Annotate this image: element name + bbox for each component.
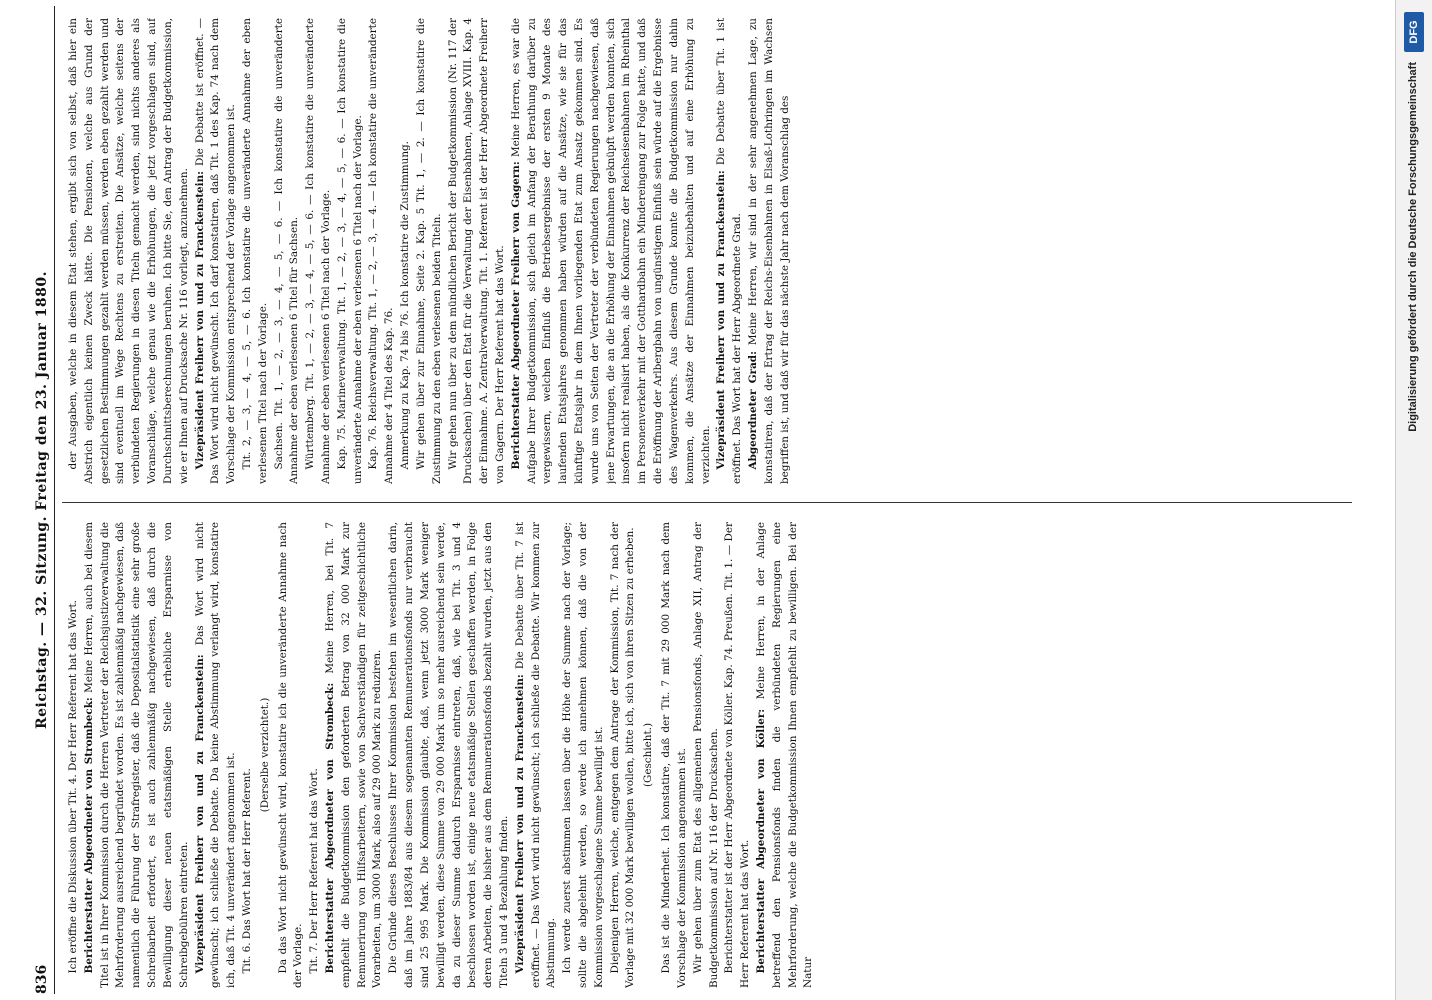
paragraph xyxy=(398,18,414,484)
paragraph-text: Wir gehen nun über zu dem mündlichen Bericht der Budgetkommission (Nr. 117 der Drucksachen) über den Etat für die Verwaltung der Eisenbahnen, Anlage XVIII. Kap. 4 der Einnahme. A. Zentralverwaltung. Tit. 1. Referent ist der Herr Abgeordnete Freiherr von Gagern. Der Herr Referent hat das Wort. xyxy=(446,18,506,484)
paragraph-text: Kap. 75. Marineverwaltung. Tit. 1, — 2, — 3, — 4, — 5, — 6. — Ich konstatire die unveränderte Annahme der eben verlesenen 6 Titel nach der Vorlage. xyxy=(335,18,364,484)
speaker-name: Abgeordneter Grad: xyxy=(746,351,759,470)
speaker-name: Berichterstatter Abgeordneter von Köller: xyxy=(754,708,767,974)
speaker-name: Berichterstatter Abgeordneter Freiherr von Gagern: xyxy=(509,161,522,470)
paragraph xyxy=(714,18,746,484)
paragraph-text: Meine Herren, wir sind in der sehr angenehmen Lage, zu konstatiren, daß der Ertrag der Reichs-Eisenbahnen in Elsaß-Lothringen im Wachsen begriffen ist, und daß wir für das nächste Jahr nach dem Voranschlag des xyxy=(746,18,791,484)
paragraph xyxy=(82,522,193,988)
text-column-left xyxy=(66,522,1351,988)
paragraph xyxy=(335,18,367,484)
paragraph xyxy=(276,522,308,988)
paragraph xyxy=(691,522,723,988)
paragraph xyxy=(240,522,256,988)
paragraph xyxy=(386,522,513,988)
paragraph xyxy=(272,18,304,484)
paragraph-text: Da das Wort nicht gewünscht wird, konstatire ich die unveränderte Annahme nach der Vorlage. xyxy=(276,522,305,988)
paragraph xyxy=(608,522,640,988)
speaker-name: Vizepräsident Freiherr von und zu Franckenstein: xyxy=(193,171,206,470)
paragraph-text: Tit. 2, — 3, — 4, — 5, — 6. Ich konstatire die unveränderte Annahme der eben verlesenen Titel nach der Vorlage. xyxy=(240,18,269,484)
paragraph xyxy=(754,522,817,988)
paragraph-text: Die Gründe dieses Beschlusses Ihrer Kommission bestehen im wesentlichen darin, daß im Jahre 1883/84 aus diesem sogenannten Remunerationsfonds nur verbraucht sind 25 995 Mark. Die Kommission glaubte, daß, wenn jetzt 3000 Mark weniger bewilligt werden, diese Summe von 29 000 Mark um so mehr ausreichend sein werde, da zu dieser Summe dadurch Ersparnisse eintreten, daß, wie bei Tit. 3 und 4 beschlossen worden ist, einige neue etatsmäßige Stellen geschaffen werden, in Folge deren Arbeiten, die bisher aus dem Remunerationsfonds bezahlt wurden, jetzt aus den Titeln 3 und 4 Bezahlung finden. xyxy=(387,522,510,988)
paragraph xyxy=(722,522,754,988)
running-title: Reichstag. — 32. Sitzung. Freitag den 23. Januar 1880. xyxy=(34,270,50,730)
paragraph xyxy=(366,18,398,484)
speaker-name: Berichterstatter Abgeordneter von Strombeck: xyxy=(324,682,336,974)
page-number: 836 xyxy=(34,964,50,994)
paragraph-text: Diejenigen Herren, welche, entgegen dem Antrage der Kommission, Tit. 7 nach der Vorlage mit 32 000 Mark bewilligen wollen, bitte ich, sich von ihren Sitzen zu erheben. xyxy=(608,522,637,988)
speaker-name: Berichterstatter Abgeordneter von Strombeck: xyxy=(82,697,95,974)
paragraph-text: Ich eröffne die Diskussion über Tit. 4. Der Herr Referent hat das Wort. xyxy=(67,600,79,974)
paragraph xyxy=(258,522,274,988)
paragraph-text: Kap. 76. Reichsverwaltung. Tit. 1, — 2, — 3, — 4. — Ich konstatire die unveränderte Annahme der 4 Titel des Kap. 76. xyxy=(367,18,396,484)
paragraph-text: Tit. 7. Der Herr Referent hat das Wort. xyxy=(308,768,321,974)
column-divider xyxy=(62,502,1352,503)
speaker-name: Vizepräsident Freiherr von und zu Franckenstein: xyxy=(513,674,526,974)
paragraph xyxy=(659,522,691,988)
paragraph-text: Meine Herren, bei Tit. 7 empfiehlt die Budgetkommission den geforderten Betrag von 32 000 Mark zur Remunerirung von Hilfsarbeitern, sowie von Sachverständigen für zeitgeschichtliche Vorarbeiten, um 3000 Mark, also auf 29 000 Mark zu reduziren. xyxy=(324,522,384,988)
paragraph xyxy=(193,522,240,988)
paragraph-text: Berichterstatter ist der Herr Abgeordnete von Köller. Kap. 74. Preußen. Tit. 1. — Der Herr Referent hat das Wort. xyxy=(723,522,752,988)
paragraph-text: Meine Herren, in der Anlage betreffend den Pensionsfonds finden die verbündeten Regierungen eine Mehrforderung, welche die Budgetkommission Ihnen empfiehlt zu bewilligen. Bei der Natur xyxy=(754,522,815,988)
paragraph xyxy=(746,18,793,484)
paragraph-text: Die Debatte ist eröffnet. — Das Wort wird nicht gewünscht. Ich darf konstatiren, daß Tit. 1 des Kap. 74 nach dem Vorschlage der Kommission entsprechend der Vorlage angenommen ist. xyxy=(193,18,238,484)
paragraph xyxy=(513,522,560,988)
paragraph-text: der Ausgaben, welche in diesem Etat stehen, ergibt sich von selbst, daß hier ein Abstrich eigentlich keinen Zweck hätte. Die Pensionen, welche aus Grund der gesetzlichen Bestimmungen gezahlt werden müssen, werden eben gezahlt werden und sind eventuell im Wege Rechtens zu erstreiten. Die Ansätze, welche seitens der verbündeten Regierungen in diesen Titeln gemacht werden, sind nichts anderes als Voranschläge, welche genau wie die Erhöhungen, die jetzt vorgeschlagen sind, auf Durchschnittsberechnungen beruhen. Ich bitte Sie, den Antrag der Budgetkommission, wie er Ihnen auf Drucksache Nr. 116 vorliegt, anzunehmen. xyxy=(67,18,190,484)
paragraph-text: (Geschieht.) xyxy=(642,722,655,788)
paragraph xyxy=(446,18,509,484)
text-column-right xyxy=(66,18,1351,484)
paragraph xyxy=(193,18,240,484)
paragraph-text: Sachsen. Tit. 1, — 2, — 3, — 4, — 5, — 6. — Ich konstatire die unveränderte Annahme der eben verlesenen 6 Titel für Sachsen. xyxy=(272,18,301,484)
page-header xyxy=(22,6,55,994)
paragraph-text: Wir gehen über zum Etat des allgemeinen Pensionsfonds, Anlage XII, Antrag der Budgetkommission auf Nr. 116 der Drucksachen. xyxy=(691,522,720,988)
paragraph xyxy=(414,18,446,484)
paragraph-text: Das ist die Minderheit. Ich konstatire, daß der Tit. 7 mit 29 000 Mark nach dem Vorschlage der Kommission angenommen ist. xyxy=(660,522,688,988)
paragraph-text: Das Wort wird nicht gewünscht; ich schließe die Debatte. Da keine Abstimmung verlangt wird, konstatire ich, daß Tit. 4 unverändert angenommen ist. xyxy=(193,522,238,988)
paragraph xyxy=(307,522,323,988)
paragraph xyxy=(240,18,272,484)
paragraph xyxy=(303,18,335,484)
paragraph-text: Meine Herren, auch bei diesem Titel ist in Ihrer Kommission durch die Herren Vertreter der Reichsjustizverwaltung die Mehrforderung ausreichend begründet worden. Es ist zahlenmäßig nachgewiesen, daß namentlich die Führung der Strafregister, daß die Depositalstatistik eine sehr große Schreibarbeit erfordert, es ist auch zahlenmäßig nachgewiesen, daß durch die Bewilligung dieser neuen etatsmäßigen Stelle erhebliche Ersparnisse von Schreibgebühren eintreten. xyxy=(82,522,190,988)
paragraph xyxy=(641,522,657,988)
speaker-name: Vizepräsident Freiherr von und zu Franckenstein: xyxy=(715,170,728,470)
paragraph-text: Anmerkung zu Kap. 74 bis 76. Ich konstatire die Zustimmung. xyxy=(399,141,412,470)
paragraph-text: Meine Herren, es war die Aufgabe Ihrer Budgetkommission, sich gleich im Anfang der Berathung darüber zu vergewissern, welchen Einfluß die Betriebsergebnisse der ersten 9 Monate des laufenden Etatsjahres genommen haben würden auf die Ansätze, wie sie für das künftige Etatsjahr in dem Ihnen vorliegenden Etat zum Ansatz gekommen sind. Es wurde uns von Seiten der Vertreter der verbündeten Regierungen nachgewiesen, daß jene Erwartungen, die an die Erhöhung der Einnahmen geknüpft werden konnten, sich insofern nicht realisirt haben, als die Konkurrenz der Reichseisenbahnen im Rheinthal im Personenverkehr mit der Gotthardbahn ein Mindereingang zur Folge hatte, und daß die Eröffnung der Arlbergbahn von ungünstigem Einfluß sein würde auf die Ergebnisse des Wagenverkehrs. Aus diesem Grunde konnte die Budgetkommission nur dahin kommen, die Ansätze der Einnahmen beizubehalten und auf eine Erhöhung zu verzichten. xyxy=(509,18,712,484)
paragraph-text: Tit. 6. Das Wort hat der Herr Referent. xyxy=(240,768,253,974)
digitization-footer xyxy=(1395,0,1432,1000)
paragraph-text: Die Debatte über Tit. 1 ist eröffnet. Das Wort hat der Herr Abgeordnete Grad. xyxy=(715,18,744,484)
paragraph xyxy=(509,18,715,484)
paragraph-text: Ich werde zuerst abstimmen lassen über die Höhe der Summe nach der Vorlage; sollte die abgelehnt werden, so werde ich annehmen können, daß die von der Kommission vorgeschlagene Summe bewilligt ist. xyxy=(561,522,605,988)
paragraph-text: Württemberg. Tit. 1, — 2, — 3, — 4, — 5, — 6. — Ich konstatire die unveränderte Annahme der eben verlesenen 6 Titel nach der Vorlage. xyxy=(304,18,332,484)
paragraph xyxy=(560,522,607,988)
paragraph-text: (Derselbe verzichtet.) xyxy=(258,697,271,813)
paragraph-text: Wir gehen über zur Einnahme, Seite 2. Kap. 5 Tit. 1, — 2. — Ich konstatire die Zustimmung zu den eben verlesenen beiden Titeln. xyxy=(414,18,443,484)
dfg-logo: DFG xyxy=(1404,12,1424,52)
paragraph xyxy=(66,522,82,988)
paragraph xyxy=(66,18,193,484)
paragraph xyxy=(323,522,386,988)
speaker-name: Vizepräsident Freiherr von und zu Franckenstein: xyxy=(193,654,206,974)
paragraph-text: Die Debatte über Tit. 7 ist eröffnet. — Das Wort wird nicht gewünscht; ich schließe die Debatte. Wir kommen zur Abstimmung. xyxy=(513,522,558,988)
footer-credit: Digitalisierung gefördert durch die Deutsche Forschungsgemeinschaft xyxy=(1407,62,1419,432)
